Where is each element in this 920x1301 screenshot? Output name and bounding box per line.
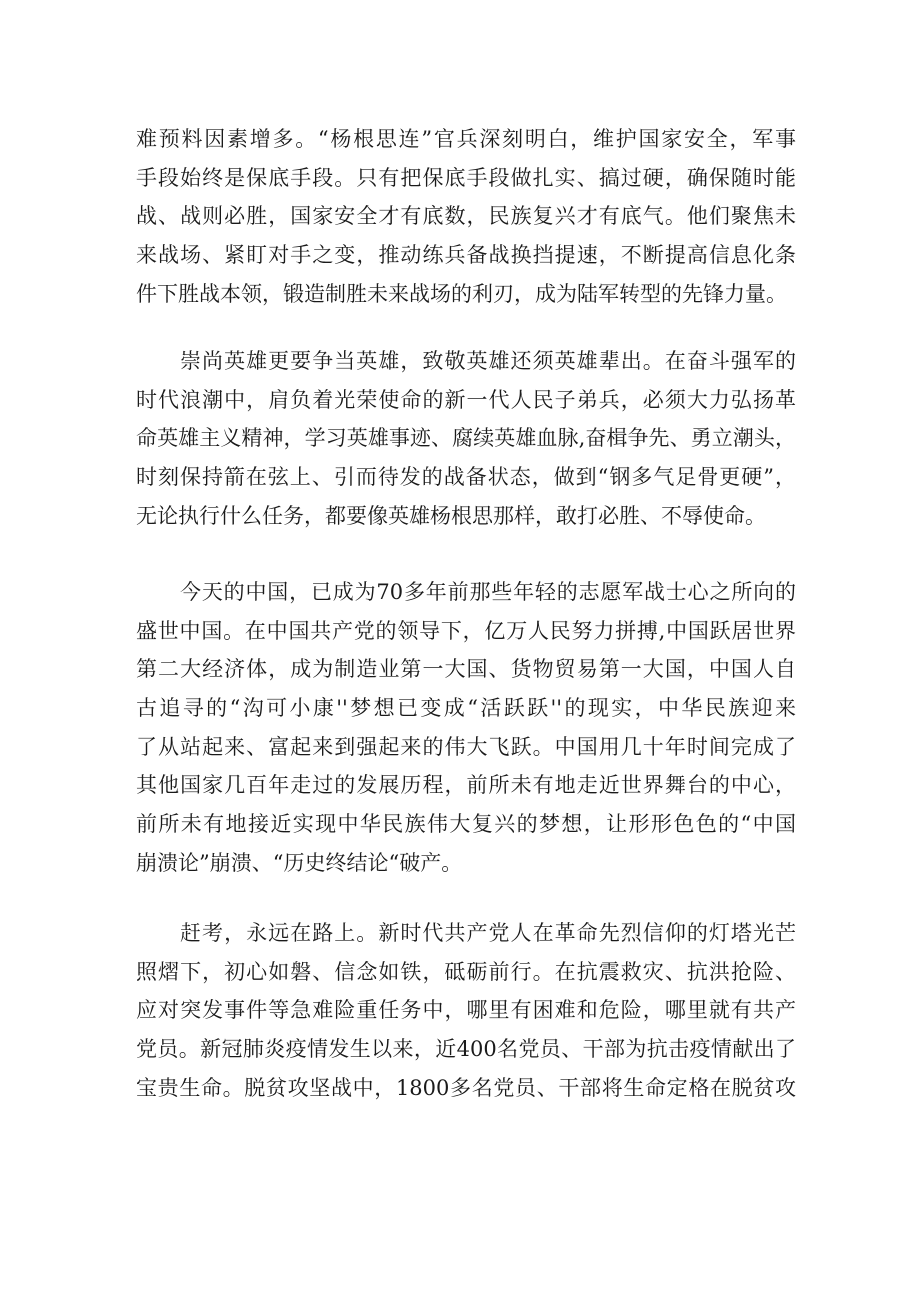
paragraph-2-line-4: 时刻保持箭在弦上、引而待发的战备状态，做到“钢多气足骨更硬”， [136,465,796,490]
paragraph-1 [136,120,796,313]
paragraph-3-line-6: 其他国家几百年走过的发展历程，前所未有地走近世界舞台的中心， [136,773,796,798]
paragraph-2-line-3: 命英雄主义精神，学习英雄事迹、腐续英雄血脉,奋楫争先、勇立潮头， [136,426,796,451]
paragraph-3-line-3: 第二大经济体，成为制造业第一大国、货物贸易第一大国，中国人自 [136,657,796,682]
paragraph-1-line-3: 战、战则必胜，国家安全才有底数，民族复兴才有底气。他们聚焦未 [136,204,796,229]
paragraph-1-line-5: 件下胜战本领，锻造制胜未来战场的利刃，成为陆军转型的先锋力量。 [136,281,787,306]
paragraph-3-line-7: 前所未有地接近实现中华民族伟大复兴的梦想，让形形色色的“中国 [136,812,796,837]
paragraph-2 [136,342,796,535]
paragraph-1-line-2: 手段始终是保底手段。只有把保底手段做扎实、搞过硬，确保随时能 [136,165,796,190]
paragraph-2-line-2: 时代浪潮中，肩负着光荣使命的新一代人民子弟兵，必须大力弘扬革 [136,387,796,412]
paragraph-2-line-1: 崇尚英雄更要争当英雄，致敬英雄还须英雄辈出。在奋斗强军的 [180,349,796,373]
paragraph-3 [136,573,796,883]
paragraph-1-line-1: 难预料因素增多。“杨根思连”官兵深刻明白，维护国家安全，军事 [136,127,796,151]
paragraph-4 [136,914,796,1107]
paragraph-4-line-3: 应对突发事件等急难险重任务中，哪里有困难和危险，哪里就有共产 [136,998,796,1023]
paragraph-3-line-1: 今天的中国，已成为70多年前那些年轻的志愿军战士心之所向的 [180,580,796,604]
paragraph-1-line-4: 来战场、紧盯对手之变，推动练兵备战换挡提速，不断提高信息化条 [136,243,796,268]
paragraph-3-line-8: 崩溃论”崩溃、“历史终结论“破产。 [136,850,463,875]
paragraph-2-line-5: 无论执行什么任务，都要像英雄杨根思那样，敢打必胜、不辱使命。 [136,503,766,528]
paragraph-3-line-2: 盛世中国。在中国共产党的领导下，亿万人民努力拼搏,中国跃居世界 [136,618,796,643]
paragraph-4-line-1: 赶考，永远在路上。新时代共产党人在革命先烈信仰的灯塔光芒 [180,921,796,945]
paragraph-4-line-2: 照熠下，初心如磐、信念如铁，砥砺前行。在抗震救灾、抗洪抢险、 [136,959,796,984]
paragraph-4-line-5: 宝贵生命。脱贫攻坚战中，1800多名党员、干部将生命定格在脱贫攻 [136,1075,796,1100]
paragraph-4-line-4: 党员。新冠肺炎疫情发生以来，近400名党员、干部为抗击疫情献出了 [136,1037,796,1062]
paragraph-3-line-5: 了从站起来、富起来到强起来的伟大飞跃。中国用几十年时间完成了 [136,734,796,759]
paragraph-3-line-4: 古追寻的“沟可小康''梦想已变成“活跃跃''的现实，中华民族迎来 [136,696,796,721]
